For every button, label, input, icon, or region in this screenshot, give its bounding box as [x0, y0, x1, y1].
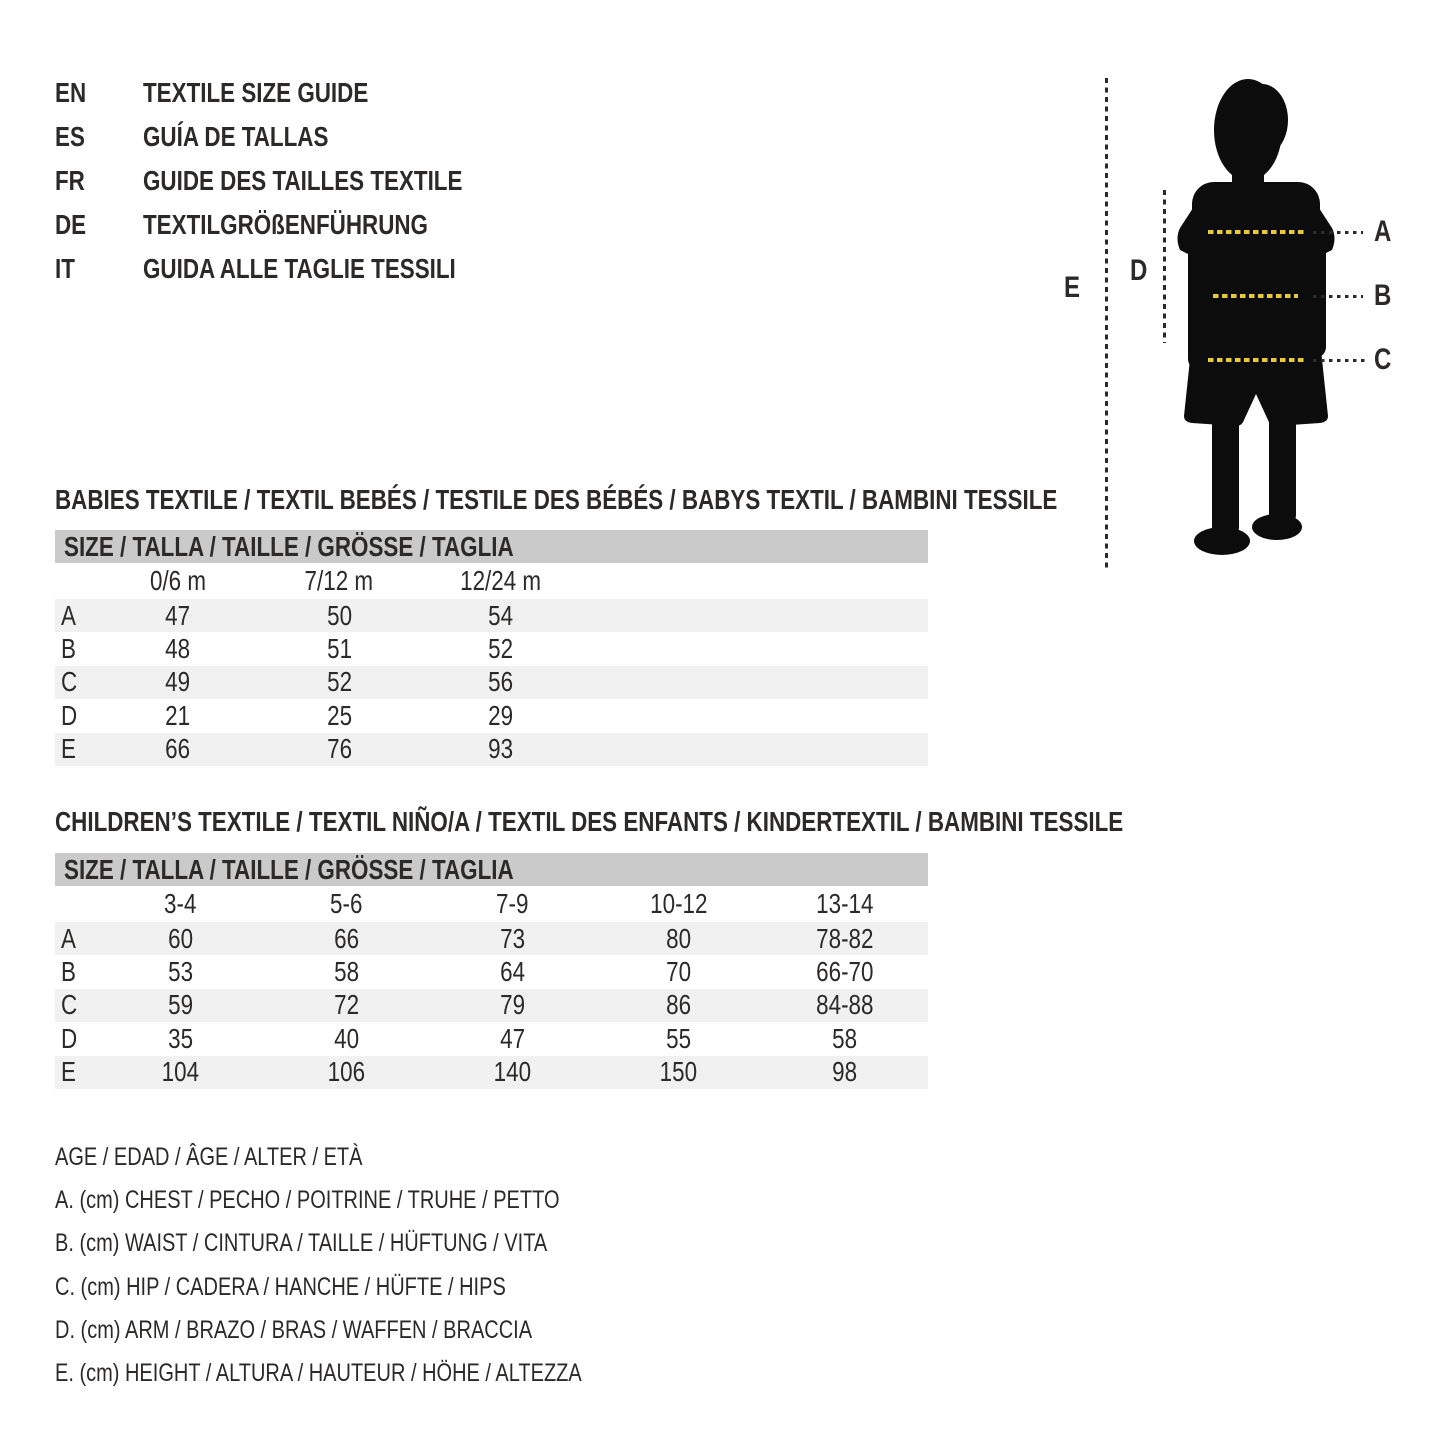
- chest-measure-dash: [1208, 230, 1305, 234]
- table-cell: 78-82: [816, 922, 874, 954]
- legend-line-height: E. (cm) HEIGHT / ALTURA / HAUTEUR / HÖHE / ALTEZZA: [55, 1359, 582, 1388]
- language-code: EN: [55, 77, 87, 108]
- row-label: B: [61, 956, 76, 988]
- column-header: 12/24 m: [460, 565, 542, 596]
- title-text: TEXTILE SIZE GUIDE: [143, 77, 369, 108]
- table-cell: 56: [488, 666, 514, 698]
- table-cell: 21: [165, 699, 191, 731]
- table-row: [55, 666, 928, 699]
- measurement-legend: [55, 1136, 713, 1395]
- table-cell: 47: [500, 1022, 525, 1054]
- title-text: TEXTILGRÖßENFÜHRUNG: [143, 209, 428, 240]
- table-row: [55, 1056, 928, 1089]
- table-cell: 55: [666, 1022, 692, 1054]
- waist-measure-dots: [1313, 295, 1363, 298]
- table-cell: 25: [326, 699, 352, 731]
- column-header: 0/6 m: [149, 565, 206, 596]
- table-row: [55, 733, 928, 766]
- row-label: E: [61, 1056, 76, 1088]
- row-label: C: [61, 989, 78, 1021]
- arm-measure-line: [1163, 190, 1166, 343]
- table-cell: 106: [327, 1056, 365, 1088]
- table-cell: 84-88: [816, 989, 874, 1021]
- table-cell: 54: [488, 599, 514, 631]
- legend-line-waist: B. (cm) WAIST / CINTURA / TAILLE / HÜFTUNG / VITA: [55, 1229, 548, 1258]
- table-cell: 52: [326, 666, 352, 698]
- language-title-block: [55, 71, 542, 291]
- measure-label-b: B: [1374, 279, 1392, 312]
- children-section-heading: CHILDREN’S TEXTILE / TEXTIL NIÑO/A / TEXTIL DES ENFANTS / KINDERTEXTIL / BAMBINI TESSILE: [55, 806, 1124, 837]
- table-row: [55, 955, 928, 988]
- title-text: GUIDE DES TAILLES TEXTILE: [143, 165, 463, 196]
- table-cell: 53: [167, 956, 193, 988]
- table-cell: 140: [493, 1056, 532, 1088]
- title-row-de: [55, 203, 542, 247]
- row-label: B: [61, 633, 76, 665]
- table-cell: 51: [326, 633, 352, 665]
- table-row: [55, 922, 928, 955]
- row-label: A: [61, 599, 76, 631]
- hip-measure-dash: [1208, 358, 1304, 362]
- table-row: [55, 699, 928, 732]
- legend-line-age: AGE / EDAD / ÂGE / ALTER / ETÀ: [55, 1143, 363, 1172]
- title-text: GUIDA ALLE TAGLIE TESSILI: [143, 253, 456, 284]
- table-cell: 52: [488, 633, 514, 665]
- row-label: C: [61, 666, 78, 698]
- table-row: [55, 599, 928, 632]
- title-text: GUÍA DE TALLAS: [143, 121, 329, 152]
- table-cell: 76: [326, 733, 352, 765]
- table-cell: 79: [500, 989, 525, 1021]
- row-label: A: [61, 922, 76, 954]
- title-row-es: [55, 115, 542, 159]
- babies-size-table: [55, 530, 928, 766]
- legend-line-hip: C. (cm) HIP / CADERA / HANCHE / HÜFTE / HIPS: [55, 1272, 506, 1301]
- table-row: [55, 1022, 928, 1055]
- table-cell: 50: [326, 599, 352, 631]
- table-cell: 48: [165, 633, 191, 665]
- babies-section-heading: BABIES TEXTILE / TEXTIL BEBÉS / TESTILE DES BÉBÉS / BABYS TEXTIL / BAMBINI TESSILE: [55, 484, 1058, 515]
- table-cell: 49: [165, 666, 191, 698]
- table-cell: 29: [488, 699, 514, 731]
- table-cell: 66: [333, 922, 359, 954]
- table-cell: 66-70: [816, 956, 874, 988]
- measure-label-e: E: [1064, 271, 1081, 304]
- table-cell: 86: [666, 989, 692, 1021]
- table-cell: 80: [666, 922, 692, 954]
- table-cell: 60: [167, 922, 193, 954]
- language-code: DE: [55, 209, 87, 240]
- chest-measure-dots: [1313, 231, 1363, 234]
- measure-label-d: D: [1130, 254, 1148, 287]
- size-header-bar: SIZE / TALLA / TAILLE / GRÖSSE / TAGLIA: [55, 530, 928, 563]
- legend-line-arm: D. (cm) ARM / BRAZO / BRAS / WAFFEN / BRACCIA: [55, 1315, 533, 1344]
- children-size-table: [55, 853, 928, 1089]
- table-cell: 40: [333, 1022, 359, 1054]
- table-cell: 98: [832, 1056, 858, 1088]
- title-row-en: [55, 71, 542, 115]
- column-header: 13-14: [816, 888, 874, 919]
- row-label: D: [61, 699, 78, 731]
- title-row-fr: [55, 159, 542, 203]
- table-row: [55, 989, 928, 1022]
- table-cell: 47: [165, 599, 191, 631]
- column-header: 5-6: [330, 888, 363, 919]
- table-cell: 58: [832, 1022, 858, 1054]
- language-code: IT: [55, 253, 75, 284]
- table-cell: 73: [500, 922, 525, 954]
- column-header-row: [55, 563, 928, 599]
- table-cell: 58: [333, 956, 359, 988]
- table-cell: 72: [333, 989, 359, 1021]
- table-cell: 93: [488, 733, 514, 765]
- table-cell: 150: [659, 1056, 698, 1088]
- hip-measure-dots: [1313, 359, 1365, 362]
- table-cell: 64: [500, 956, 525, 988]
- row-label: D: [61, 1022, 78, 1054]
- measure-label-c: C: [1374, 343, 1392, 376]
- column-header: 7/12 m: [304, 565, 374, 596]
- language-code: ES: [55, 121, 85, 152]
- title-row-it: [55, 247, 542, 291]
- table-cell: 59: [167, 989, 193, 1021]
- column-header-row: [55, 886, 928, 922]
- table-row: [55, 632, 928, 665]
- waist-measure-dash: [1213, 294, 1298, 298]
- language-code: FR: [55, 165, 85, 196]
- table-cell: 66: [165, 733, 191, 765]
- table-cell: 70: [666, 956, 692, 988]
- table-cell: 104: [161, 1056, 199, 1088]
- size-header-bar: SIZE / TALLA / TAILLE / GRÖSSE / TAGLIA: [55, 853, 928, 886]
- table-cell: 35: [167, 1022, 193, 1054]
- column-header: 3-4: [163, 888, 197, 919]
- measure-label-a: A: [1374, 215, 1392, 248]
- legend-line-chest: A. (cm) CHEST / PECHO / POITRINE / TRUHE / PETTO: [55, 1186, 560, 1215]
- column-header: 10-12: [650, 888, 708, 919]
- row-label: E: [61, 733, 76, 765]
- column-header: 7-9: [496, 888, 529, 919]
